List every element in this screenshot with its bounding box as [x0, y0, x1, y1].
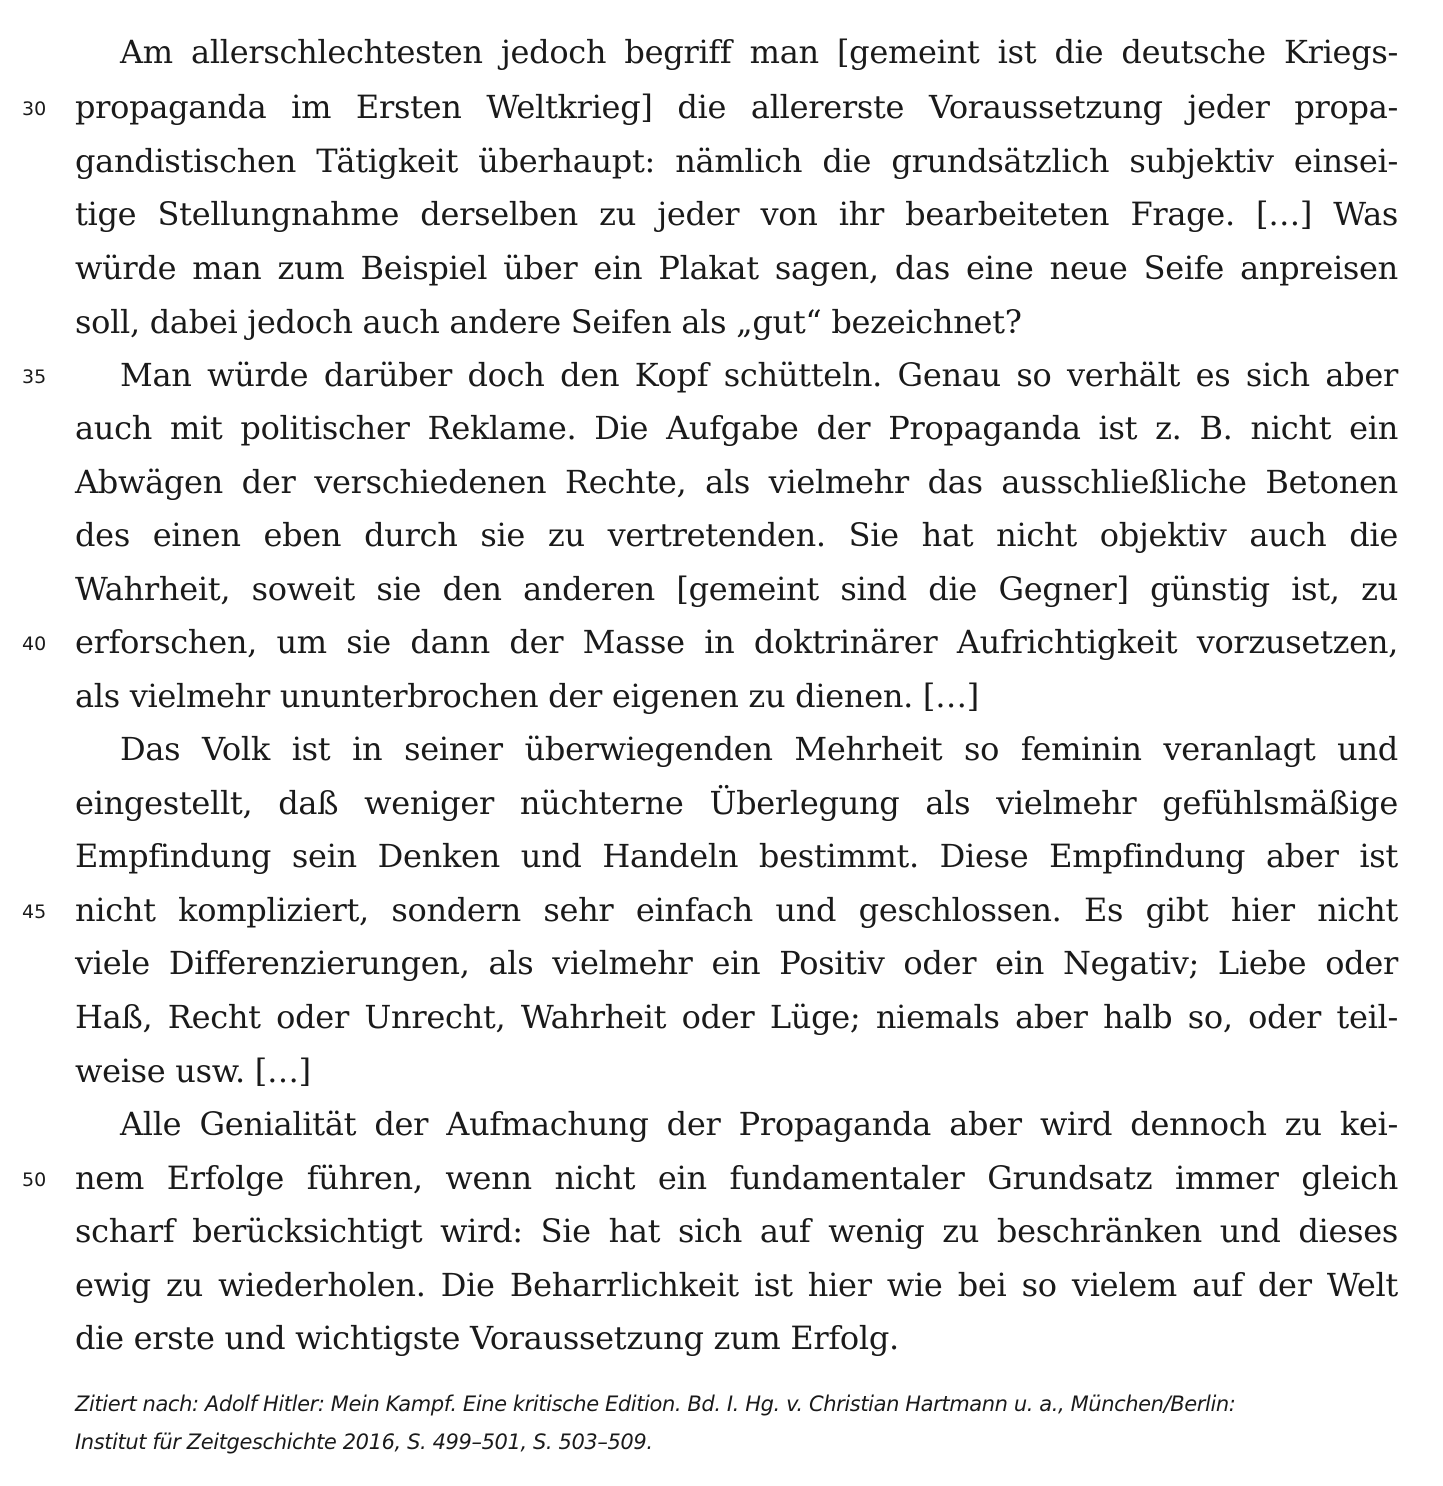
line-number: 30: [22, 98, 47, 120]
line-number: 45: [22, 901, 47, 923]
line-number: 40: [22, 633, 47, 655]
line-number: 35: [22, 366, 47, 388]
text-line: Alle Genialität der Aufmachung der Propaganda aber wird dennoch zu kei-: [120, 1105, 1398, 1143]
text-line: Abwägen der verschiedenen Rechte, als vielmehr das ausschließliche Betonen: [75, 463, 1398, 501]
text-line: Man würde darüber doch den Kopf schütteln. Genau so verhält es sich aber: [120, 356, 1398, 394]
text-line: nicht kompliziert, sondern sehr einfach und geschlossen. Es gibt hier nicht: [75, 891, 1398, 929]
text-line: Am allerschlechtesten jedoch begriff man [gemeint ist die deutsche Kriegs-: [120, 33, 1398, 71]
text-line: erforschen, um sie dann der Masse in doktrinärer Aufrichtigkeit vorzusetzen,: [75, 623, 1398, 661]
text-line: scharf berücksichtigt wird: Sie hat sich auf wenig zu beschränken und dieses: [75, 1212, 1398, 1250]
text-line: propaganda im Ersten Weltkrieg] die allererste Voraussetzung jeder propa-: [75, 88, 1398, 126]
text-line: tige Stellungnahme derselben zu jeder von ihr bearbeiteten Frage. […] Was: [75, 195, 1398, 233]
text-line: Das Volk ist in seiner überwiegenden Mehrheit so feminin veranlagt und: [120, 730, 1398, 768]
line-number: 50: [22, 1169, 47, 1191]
text-line: die erste und wichtigste Voraussetzung zum Erfolg.: [75, 1319, 899, 1357]
text-line: soll, dabei jedoch auch andere Seifen als „gut“ bezeichnet?: [75, 303, 1022, 341]
text-line: nem Erfolge führen, wenn nicht ein fundamentaler Grundsatz immer gleich: [75, 1159, 1398, 1197]
text-line: des einen eben durch sie zu vertretenden. Sie hat nicht objektiv auch die: [75, 516, 1398, 554]
text-line: Empfindung sein Denken und Handeln bestimmt. Diese Empfindung aber ist: [75, 837, 1398, 875]
text-line: viele Differenzierungen, als vielmehr ein Positiv oder ein Negativ; Liebe oder: [75, 944, 1398, 982]
text-line: eingestellt, daß weniger nüchterne Überlegung als vielmehr gefühlsmäßige: [75, 784, 1398, 822]
source-citation-line: Institut für Zeitgeschichte 2016, S. 499–501, S. 503–509.: [75, 1430, 653, 1454]
text-line: auch mit politischer Reklame. Die Aufgabe der Propaganda ist z. B. nicht ein: [75, 409, 1398, 447]
text-line: gandistischen Tätigkeit überhaupt: nämlich die grundsätzlich subjektiv einsei-: [75, 142, 1398, 180]
text-line: Haß, Recht oder Unrecht, Wahrheit oder Lüge; niemals aber halb so, oder teil-: [75, 998, 1398, 1036]
text-line: ewig zu wiederholen. Die Beharrlichkeit ist hier wie bei so vielem auf der Welt: [75, 1266, 1398, 1304]
text-line: weise usw. […]: [75, 1052, 311, 1090]
text-line: würde man zum Beispiel über ein Plakat sagen, das eine neue Seife anpreisen: [75, 249, 1398, 287]
source-citation-line: Zitiert nach: Adolf Hitler: Mein Kampf. Eine kritische Edition. Bd. I. Hg. v. Christian Hartmann u. a., München/Berlin:: [75, 1392, 1236, 1416]
text-line: als vielmehr ununterbrochen der eigenen zu dienen. […]: [75, 677, 979, 715]
text-line: Wahrheit, soweit sie den anderen [gemeint sind die Gegner] günstig ist, zu: [75, 570, 1398, 608]
